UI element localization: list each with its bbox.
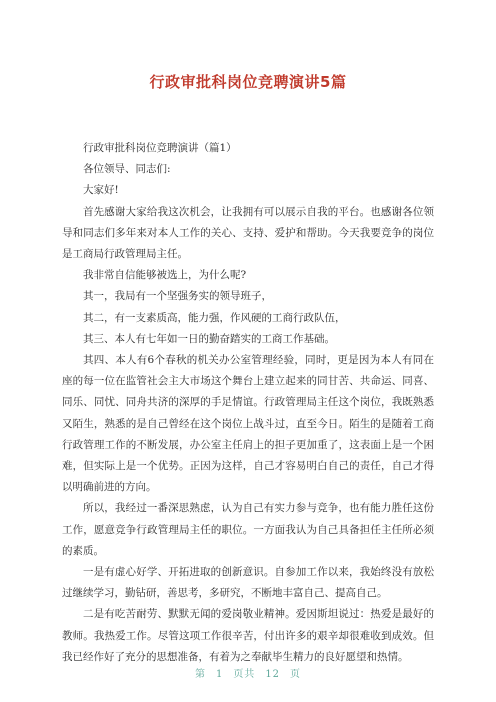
paragraph: 首先感谢大家给我这次机会，让我拥有可以展示自我的平台。也感谢各位领导和同志们多年来对本人工作的关心、支持、爱护和帮助。今天我要竞争的岗位是工商局行政管理局主任。 (62, 205, 434, 261)
document-body (62, 138, 434, 668)
paragraph: 其二，有一支素质高，能力强，作风硬的工商行政队伍， (83, 311, 346, 324)
page-footer (0, 665, 496, 680)
footer-page-word: 第 (194, 669, 206, 680)
section-heading: 行政审批科岗位竞聘演讲（篇1） (83, 142, 237, 154)
paragraph: 所以，我经过一番深思熟虑，认为自己有实力参与竞争，也有能力胜任这份工作，愿意竞争行政管理局主任的职位。一方面我认为自己具备担任主任所必须的素质。 (62, 502, 434, 557)
salutation: 各位领导、同志们: (83, 163, 171, 176)
paragraph: 其一，我局有一个坚强务实的领导班子， (83, 290, 272, 303)
footer-page-end: 页 (290, 669, 302, 680)
greeting: 大家好! (83, 184, 119, 197)
current-page-number: 1 (215, 669, 224, 680)
total-pages-number: 12 (265, 669, 281, 680)
paragraph: 二是有吃苦耐劳、默默无闻的爱岗敬业精神。爱因斯坦说过：热爱是最好的教师。我热爱工作。尽管这项工作很辛苦，付出许多的艰辛却很难收到成效。但我已经作好了充分的思想准备，有着为之奉献毕生精力的良好愿望和热情。 (62, 608, 434, 663)
paragraph: 一是有虚心好学、开拓进取的创新意识。自参加工作以来，我始终没有放松过继续学习，勤钻研，善思考，多研究，不断地丰富自己、提高自己。 (62, 566, 434, 600)
footer-page-of: 页共 (233, 669, 256, 680)
paragraph: 其四、本人有6个春秋的机关办公室管理经验，同时，更是因为本人有同在座的每一位在监管社会主大市场这个舞台上建立起来的同甘苦、共命运、同喜、同乐、同忧、同舟共济的深厚的手足情谊。行政管理局主任这个岗位，我既熟悉又陌生，熟悉的是自己曾经在这个岗位上战斗过，直至今日。陌生的是随着工商行政管理工作的不断发展，办公室主任肩上的担子更加重了，这表面上是一个困难，但实际上是一个优势。正因为这样，自己才容易明白自己的责任，自己才得以明确前进的方向。 (62, 354, 434, 494)
paragraph: 我非常自信能够被选上，为什么呢? (83, 269, 247, 282)
paragraph: 其三、本人有七年如一日的勤奋踏实的工商工作基础。 (83, 332, 335, 345)
document-title: 行政审批科岗位竞聘演讲5篇 (149, 73, 347, 91)
